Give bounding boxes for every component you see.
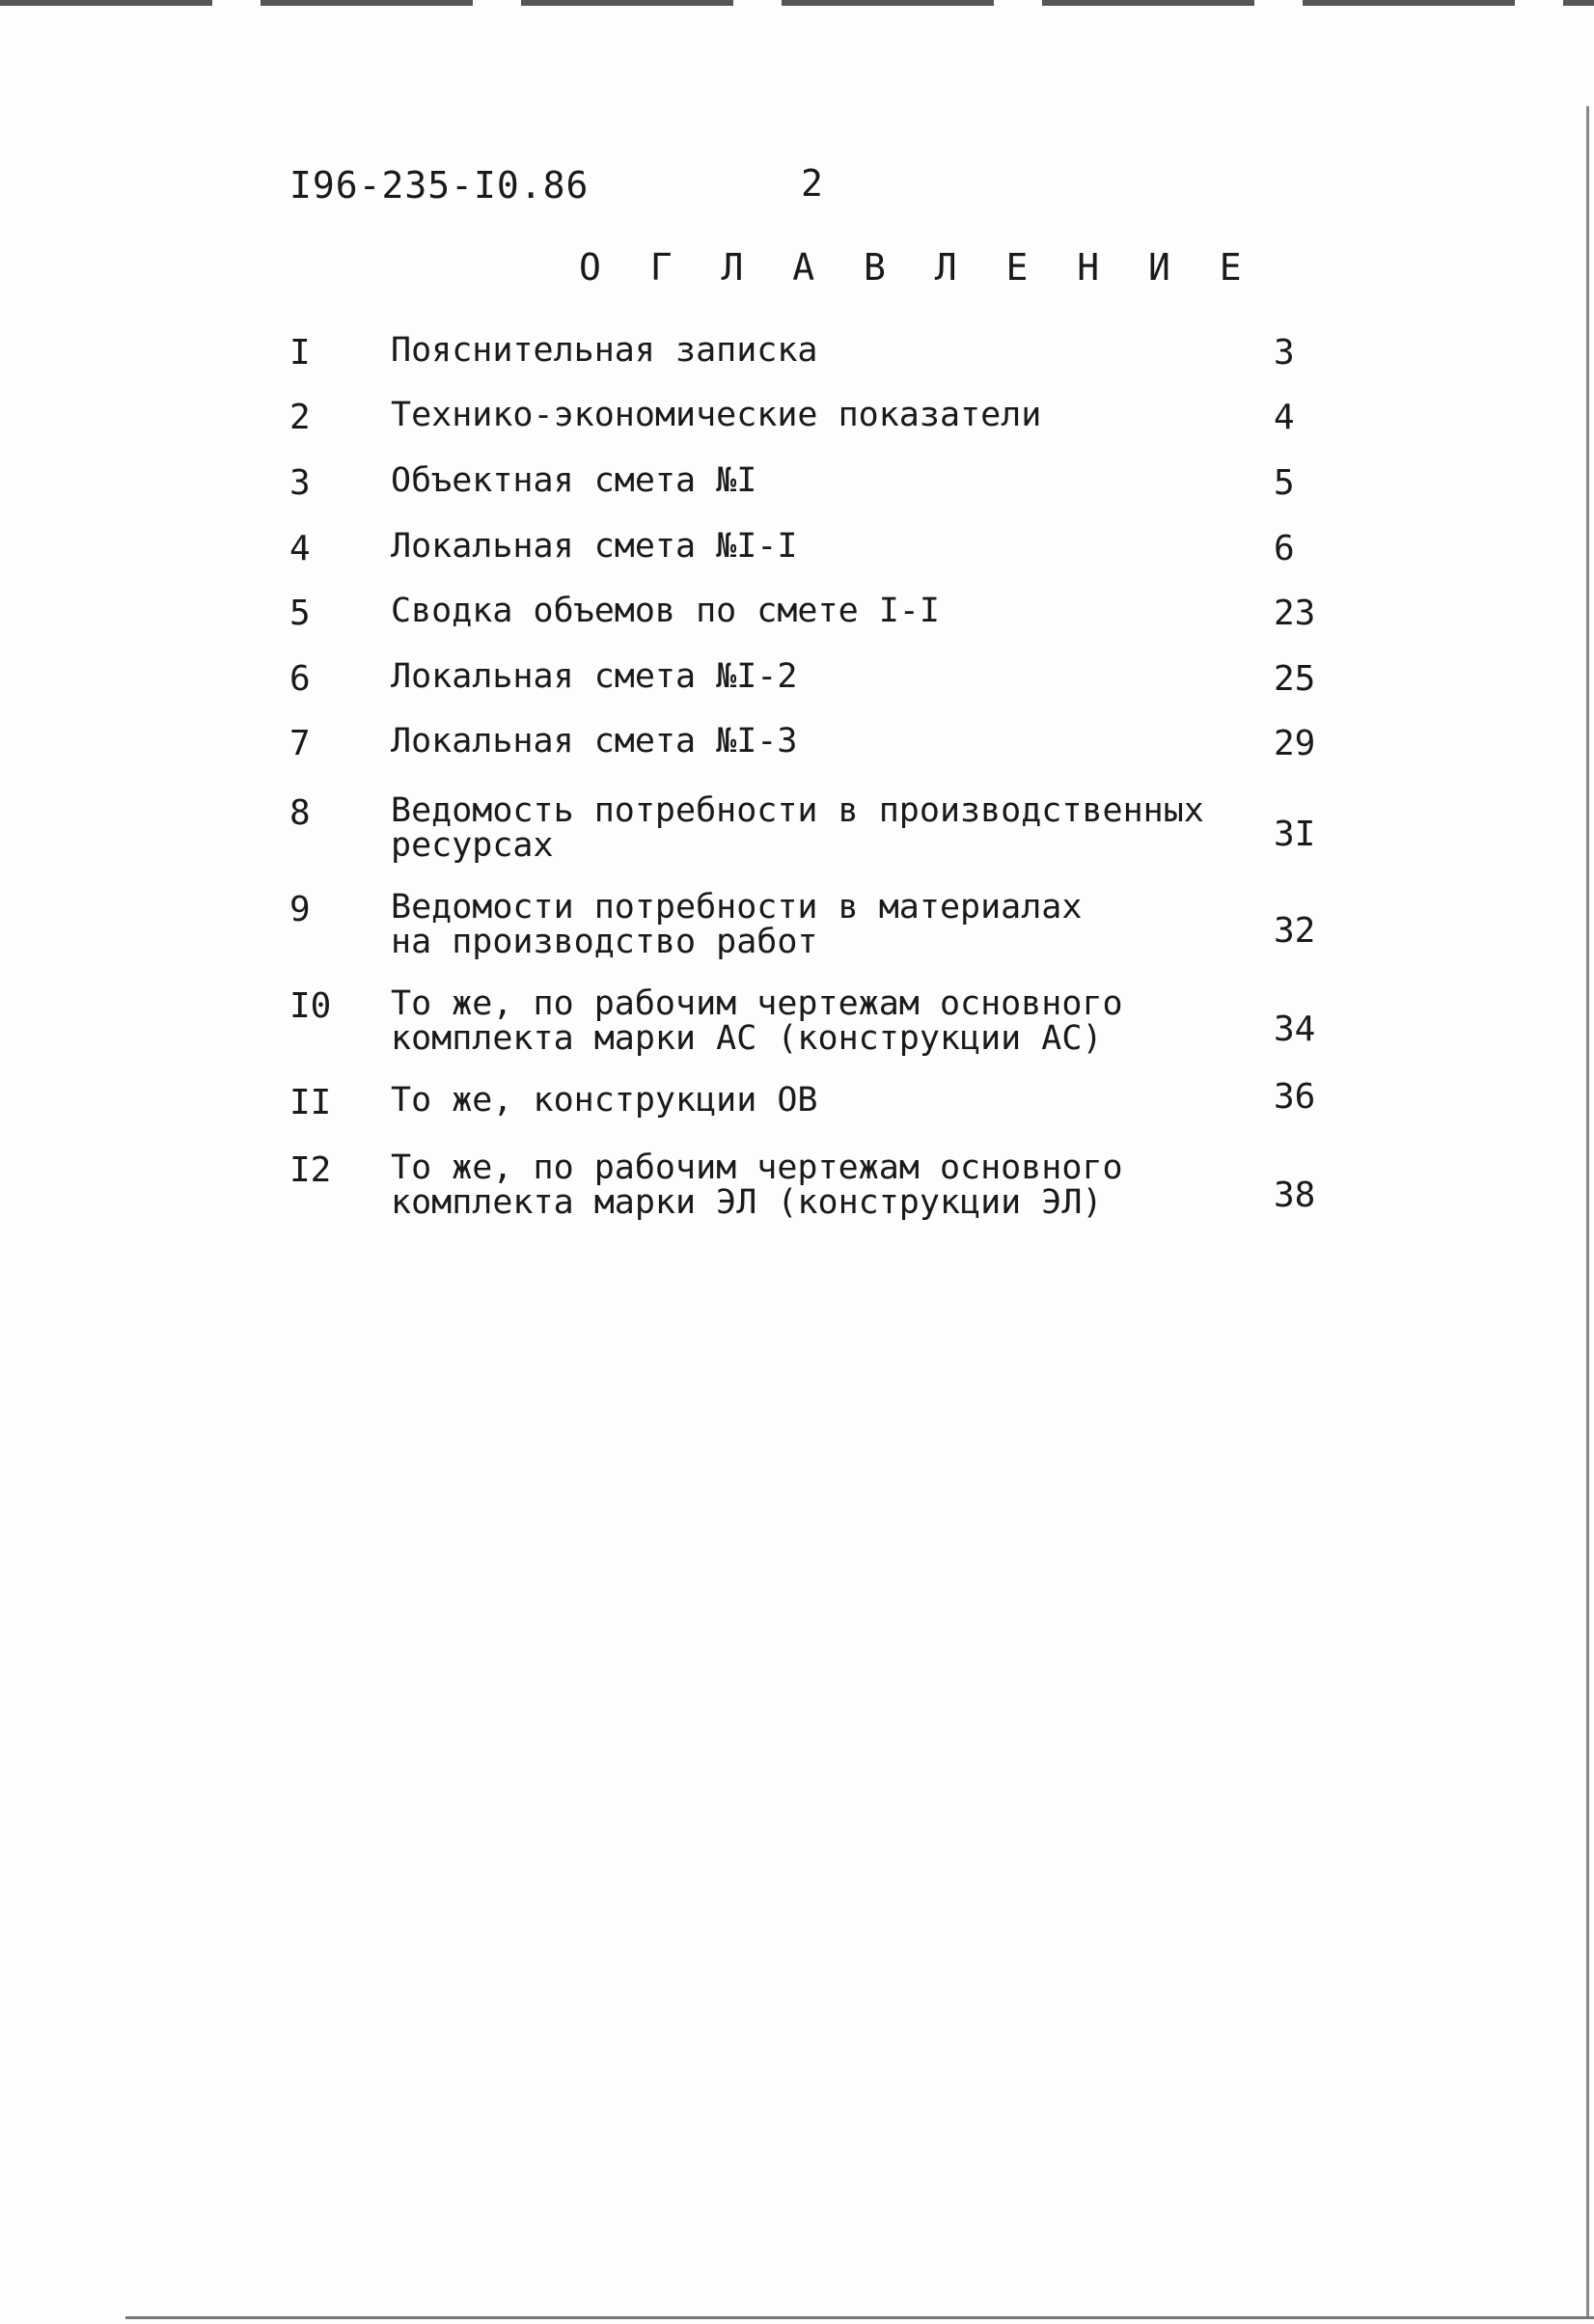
- toc-item-text: Ведомости потребности в материалах на производство работ: [391, 888, 1083, 961]
- toc-item-number: II: [289, 1083, 332, 1122]
- toc-item-page: 4: [1274, 398, 1295, 437]
- toc-item-text: Объектная смета №I: [391, 461, 757, 500]
- toc-item-text: Сводка объемов по смете I-I: [391, 592, 940, 630]
- toc-item-text: Пояснительная записка: [391, 331, 818, 370]
- toc-item-text: Локальная смета №I-I: [391, 527, 798, 566]
- toc-item-number: 8: [289, 793, 311, 833]
- toc-item-number: 5: [289, 594, 311, 633]
- toc-item-text: То же, по рабочим чертежам основного комплекта марки ЭЛ (конструкции ЭЛ): [391, 1148, 1123, 1222]
- toc-item-page: 29: [1274, 724, 1316, 763]
- scan-edge-right: [1586, 106, 1589, 2316]
- toc-item-text: Ведомость потребности в производственных ресурсах: [391, 791, 1204, 865]
- toc-item-page: 23: [1274, 594, 1316, 633]
- toc-item-text: Технико-экономические показатели: [391, 396, 1042, 434]
- toc-item-text: Локальная смета №I-2: [391, 657, 798, 696]
- toc-item-number: 2: [289, 398, 311, 437]
- toc-item-page: 5: [1274, 463, 1295, 503]
- toc-item-number: 9: [289, 890, 311, 929]
- toc-item-text: То же, по рабочим чертежам основного комплекта марки АС (конструкции АС): [391, 984, 1123, 1058]
- toc-item-page: 32: [1274, 911, 1316, 951]
- toc-item-page: 3: [1274, 333, 1295, 373]
- toc-item-number: I: [289, 333, 311, 373]
- toc-item-page: 36: [1274, 1077, 1316, 1117]
- toc-item-number: 3: [289, 463, 311, 503]
- toc-item-number: 6: [289, 659, 311, 699]
- scan-edge-top: [0, 0, 1594, 6]
- toc-item-page: 25: [1274, 659, 1316, 699]
- toc-title: О Г Л А В Л Е Н И Е: [579, 246, 1255, 289]
- toc-item-page: 34: [1274, 1010, 1316, 1049]
- page-number: 2: [801, 162, 823, 205]
- toc-item-page: 6: [1274, 529, 1295, 568]
- toc-item-text: Локальная смета №I-3: [391, 722, 798, 761]
- scan-edge-bottom: [125, 2316, 1594, 2319]
- document-code: I96-235-I0.86: [289, 164, 590, 207]
- toc-item-number: 7: [289, 724, 311, 763]
- toc-item-number: 4: [289, 529, 311, 568]
- toc-item-number: I0: [289, 986, 332, 1026]
- toc-item-page: 38: [1274, 1176, 1316, 1215]
- toc-item-number: I2: [289, 1150, 332, 1190]
- toc-item-page: 3I: [1274, 815, 1316, 854]
- toc-item-text: То же, конструкции ОВ: [391, 1081, 818, 1120]
